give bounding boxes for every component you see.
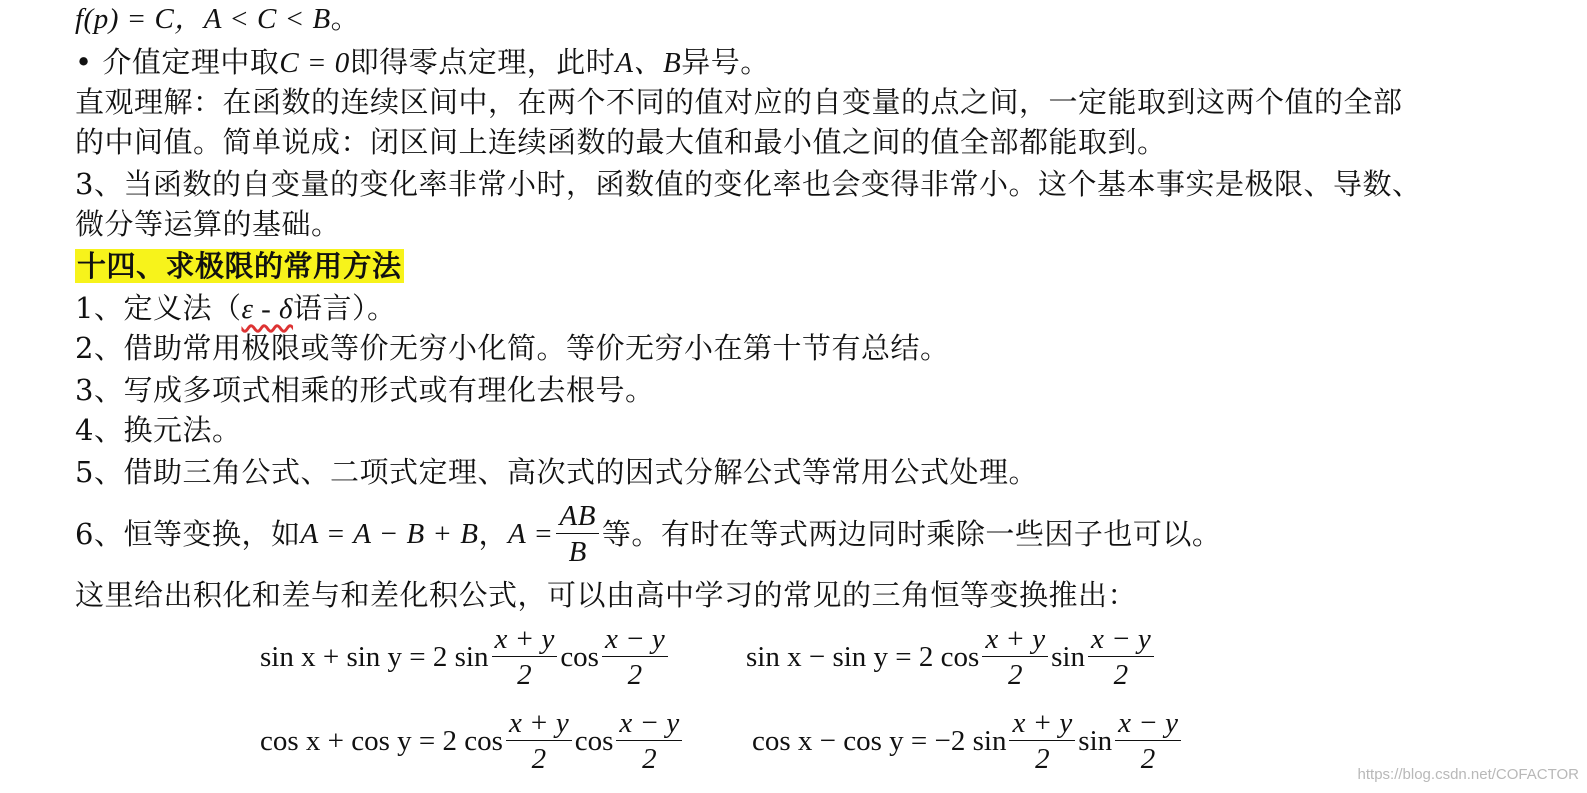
paragraph-line: 直观理解：在函数的连续区间中，在两个不同的值对应的自变量的点之间，一定能取到这两个值的全部 xyxy=(75,85,1403,119)
formula-sum-to-product-1 xyxy=(260,624,671,691)
fraction-denominator: 2 xyxy=(517,659,532,692)
highlighted-heading: 十四、求极限的常用方法 xyxy=(77,249,402,283)
fraction-half-sum xyxy=(492,624,558,691)
math-fp-equals-c: f(p) = C，A < C < B xyxy=(75,3,331,35)
fraction-denominator: 2 xyxy=(531,743,547,776)
item-prefix: 6、恒等变换，如 xyxy=(75,517,301,551)
math-identity-2-lhs: A = xyxy=(507,518,554,550)
section-heading xyxy=(75,246,404,286)
formula-mid: cos xyxy=(560,640,599,673)
fraction-denominator: 2 xyxy=(1113,659,1129,692)
formula-sum-to-product-4 xyxy=(752,708,1184,775)
list-item: 4、换元法。 xyxy=(75,413,242,447)
fraction-numerator: x − y xyxy=(1115,708,1181,741)
fraction-numerator: x + y xyxy=(1009,708,1075,741)
formula-mid: sin xyxy=(1051,640,1085,673)
item-prefix: 1、定义法（ xyxy=(75,291,242,325)
list-item: 5、借助三角公式、二项式定理、高次式的因式分解公式等常用公式处理。 xyxy=(75,455,1038,489)
fraction-numerator: AB xyxy=(556,501,598,534)
watermark: https://blog.csdn.net/COFACTOR xyxy=(1357,766,1579,783)
formula-sum-to-product-3 xyxy=(260,708,685,775)
fraction-denominator: 2 xyxy=(1140,743,1156,776)
fraction-denominator: 2 xyxy=(1035,743,1050,776)
fraction-numerator: x + y xyxy=(506,708,572,741)
fraction-half-sum xyxy=(982,624,1048,691)
formula-lhs: cos x − cos y = −2 sin xyxy=(752,724,1007,757)
fraction-numerator: x − y xyxy=(602,624,668,657)
fraction-numerator: x − y xyxy=(616,708,682,741)
fraction-ab-over-b xyxy=(556,501,598,568)
separator: ， xyxy=(478,517,508,551)
item-suffix: 语言）。 xyxy=(293,291,397,325)
fraction-denominator: 2 xyxy=(627,659,643,692)
fraction-numerator: x − y xyxy=(1088,624,1154,657)
bullet: • xyxy=(75,45,93,79)
text-segment: 即得零点定理，此时 xyxy=(349,45,616,79)
math-epsilon-delta: ε - δ xyxy=(241,293,294,325)
formula-mid: sin xyxy=(1078,724,1113,757)
math-a-b: A、B xyxy=(615,47,682,79)
line-zero-point-theorem xyxy=(75,42,770,83)
formula-sum-to-product-2 xyxy=(746,624,1157,691)
formula-mid: cos xyxy=(574,724,614,757)
math-c-zero: C = 0 xyxy=(279,47,350,79)
fraction-half-sum xyxy=(1009,708,1075,775)
math-identity-1: A = A − B + B xyxy=(300,518,479,550)
paragraph-line: 的中间值。简单说成：闭区间上连续函数的最大值和最小值之间的值全部都能取到。 xyxy=(75,125,1167,159)
fraction-half-diff xyxy=(602,624,668,691)
fraction-half-diff xyxy=(1115,708,1181,775)
fraction-denominator: 2 xyxy=(642,743,657,776)
fraction-half-sum xyxy=(506,708,572,775)
paragraph-line: 3、当函数的自变量的变化率非常小时，函数值的变化率也会变得非常小。这个基本事实是极限、导数、 xyxy=(75,167,1422,201)
formula-intro: 这里给出积化和差与和差化积公式，可以由高中学习的常见的三角恒等变换推出： xyxy=(75,578,1138,612)
fraction-denominator: B xyxy=(568,536,587,568)
paragraph-line: 微分等运算的基础。 xyxy=(75,207,341,241)
formula-lhs: sin x − sin y = 2 cos xyxy=(746,640,980,673)
formula-lhs: sin x + sin y = 2 sin xyxy=(260,640,489,673)
text-segment: 介值定理中取 xyxy=(102,45,280,79)
list-item-identity xyxy=(75,494,1221,574)
fraction-numerator: x + y xyxy=(492,624,558,657)
item-suffix: 等。有时在等式两边同时乘除一些因子也可以。 xyxy=(601,517,1222,551)
fraction-half-diff xyxy=(616,708,682,775)
text-segment: 异号。 xyxy=(681,45,770,79)
list-item: 2、借助常用极限或等价无穷小化简。等价无穷小在第十节有总结。 xyxy=(75,331,950,365)
line-tail: 。 xyxy=(330,1,361,35)
list-item xyxy=(75,288,397,329)
line-intermediate-value xyxy=(75,0,360,39)
fraction-numerator: x + y xyxy=(982,624,1048,657)
formula-lhs: cos x + cos y = 2 cos xyxy=(260,724,503,757)
fraction-half-diff xyxy=(1088,624,1154,691)
fraction-denominator: 2 xyxy=(1007,659,1023,692)
list-item: 3、写成多项式相乘的形式或有理化去根号。 xyxy=(75,373,655,407)
